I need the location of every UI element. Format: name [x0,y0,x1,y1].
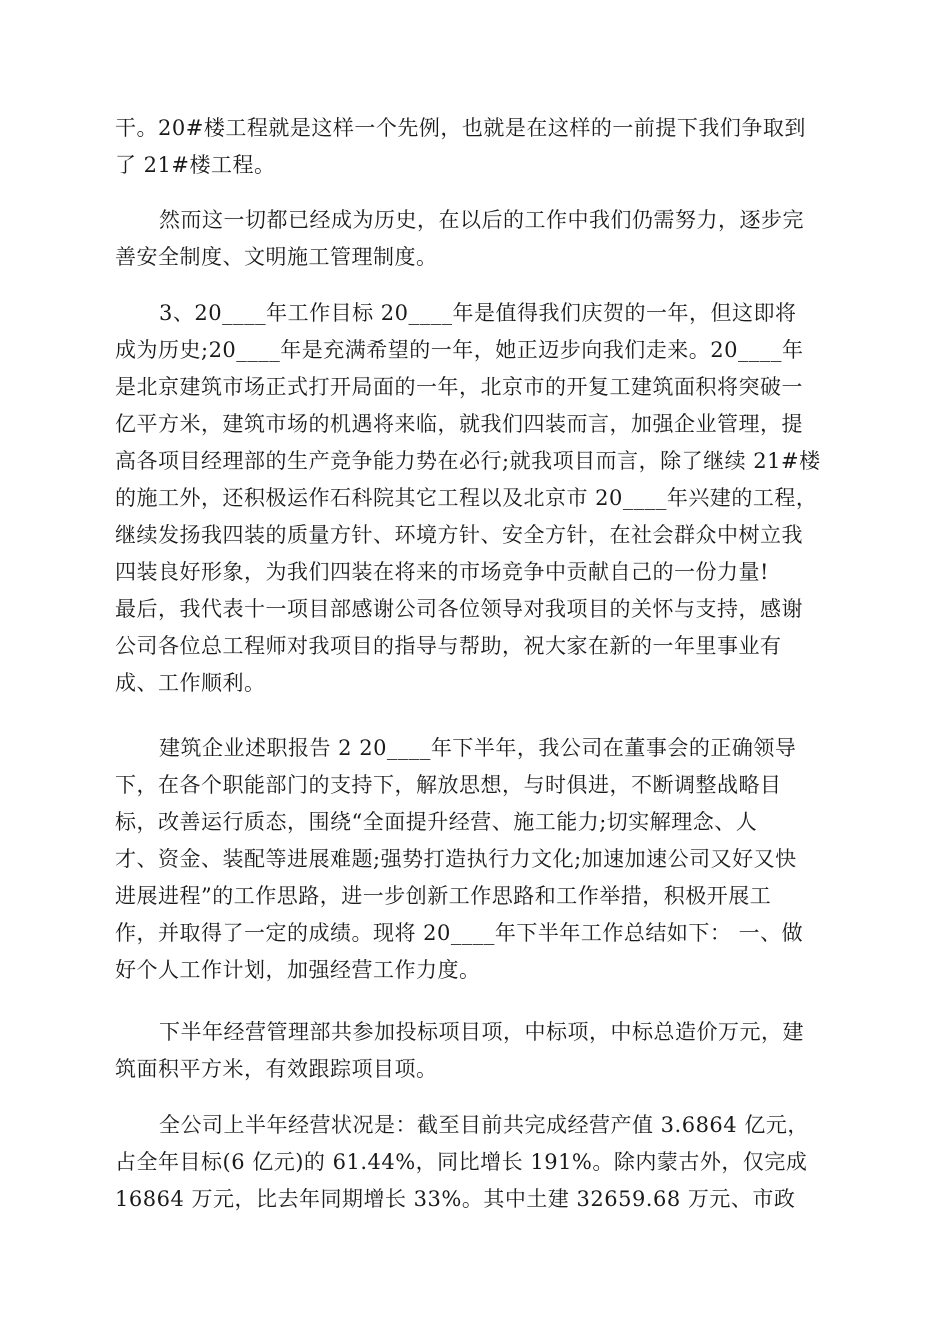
paragraph-report-2 [115,730,835,989]
text-line: 是北京建筑市场正式打开局面的一年，北京市的开复工建筑面积将突破一 [115,375,803,399]
text-line: 最后，我代表十一项目部感谢公司各位领导对我项目的关怀与支持，感谢 [115,597,803,621]
text-line: 下半年经营管理部共参加投标项目项，中标项，中标总造价万元，建 [159,1020,804,1044]
text-line: 继续发扬我四装的质量方针、环境方针、安全方针，在社会群众中树立我 [115,523,803,547]
text-line: 高各项目经理部的生产竞争能力势在必行;就我项目而言，除了继续 21#楼 [115,449,821,473]
text-line: 成、工作顺利。 [115,671,266,695]
text-line: 成为历史;20____年是充满希望的一年，她正迈步向我们走来。20____年 [115,338,804,362]
paragraph-bidding [115,1014,835,1088]
text-line: 全公司上半年经营状况是：截至目前共完成经营产值 3.6864 亿元， [159,1113,809,1137]
text-line: 3、20____年工作目标 20____年是值得我们庆贺的一年，但这即将 [159,301,797,325]
text-line: 作，并取得了一定的成绩。现将 20____年下半年工作总结如下： 一、做 [115,921,804,945]
text-line: 进展进程”的工作思路，进一步创新工作思路和工作举措，积极开展工 [115,884,772,908]
text-line: 亿平方米，建筑市场的机遇将来临，就我们四装而言，加强企业管理，提 [115,412,803,436]
paragraph-work-goals [115,295,835,702]
paragraph-building-precedent [115,110,835,184]
text-line: 然而这一切都已经成为历史，在以后的工作中我们仍需努力，逐步完 [159,208,804,232]
text-line: 占全年目标(6 亿元)的 61.44%，同比增长 191%。除内蒙古外，仅完成 [115,1150,808,1174]
text-line: 的施工外，还积极运作石科院其它工程以及北京市 20____年兴建的工程， [115,486,818,510]
text-line: 标，改善运行质态，围绕“全面提升经营、施工能力;切实解理念、人 [115,810,758,834]
text-line: 建筑企业述职报告 2 20____年下半年，我公司在董事会的正确领导 [159,736,797,760]
text-line: 好个人工作计划，加强经营工作力度。 [115,958,481,982]
text-line: 公司各位总工程师对我项目的指导与帮助，祝大家在新的一年里事业有 [115,634,782,658]
text-line: 善安全制度、文明施工管理制度。 [115,245,438,269]
text-line: 16864 万元，比去年同期增长 33%。其中土建 32659.68 万元、市政 [115,1187,796,1211]
text-line: 才、资金、装配等进展难题;强势打造执行力文化;加速加速公司又好又快 [115,847,797,871]
paragraph-operating-status [115,1107,835,1218]
text-line: 四装良好形象，为我们四装在将来的市场竞争中贡献自己的一份力量! [115,560,769,584]
text-line: 下，在各个职能部门的支持下，解放思想，与时俱进，不断调整战略目 [115,773,782,797]
text-line: 了 21#楼工程。 [115,153,276,177]
paragraph-history [115,202,835,276]
text-line: 筑面积平方米，有效跟踪项目项。 [115,1057,438,1081]
text-line: 干。20#楼工程就是这样一个先例，也就是在这样的一前提下我们争取到 [115,116,806,140]
